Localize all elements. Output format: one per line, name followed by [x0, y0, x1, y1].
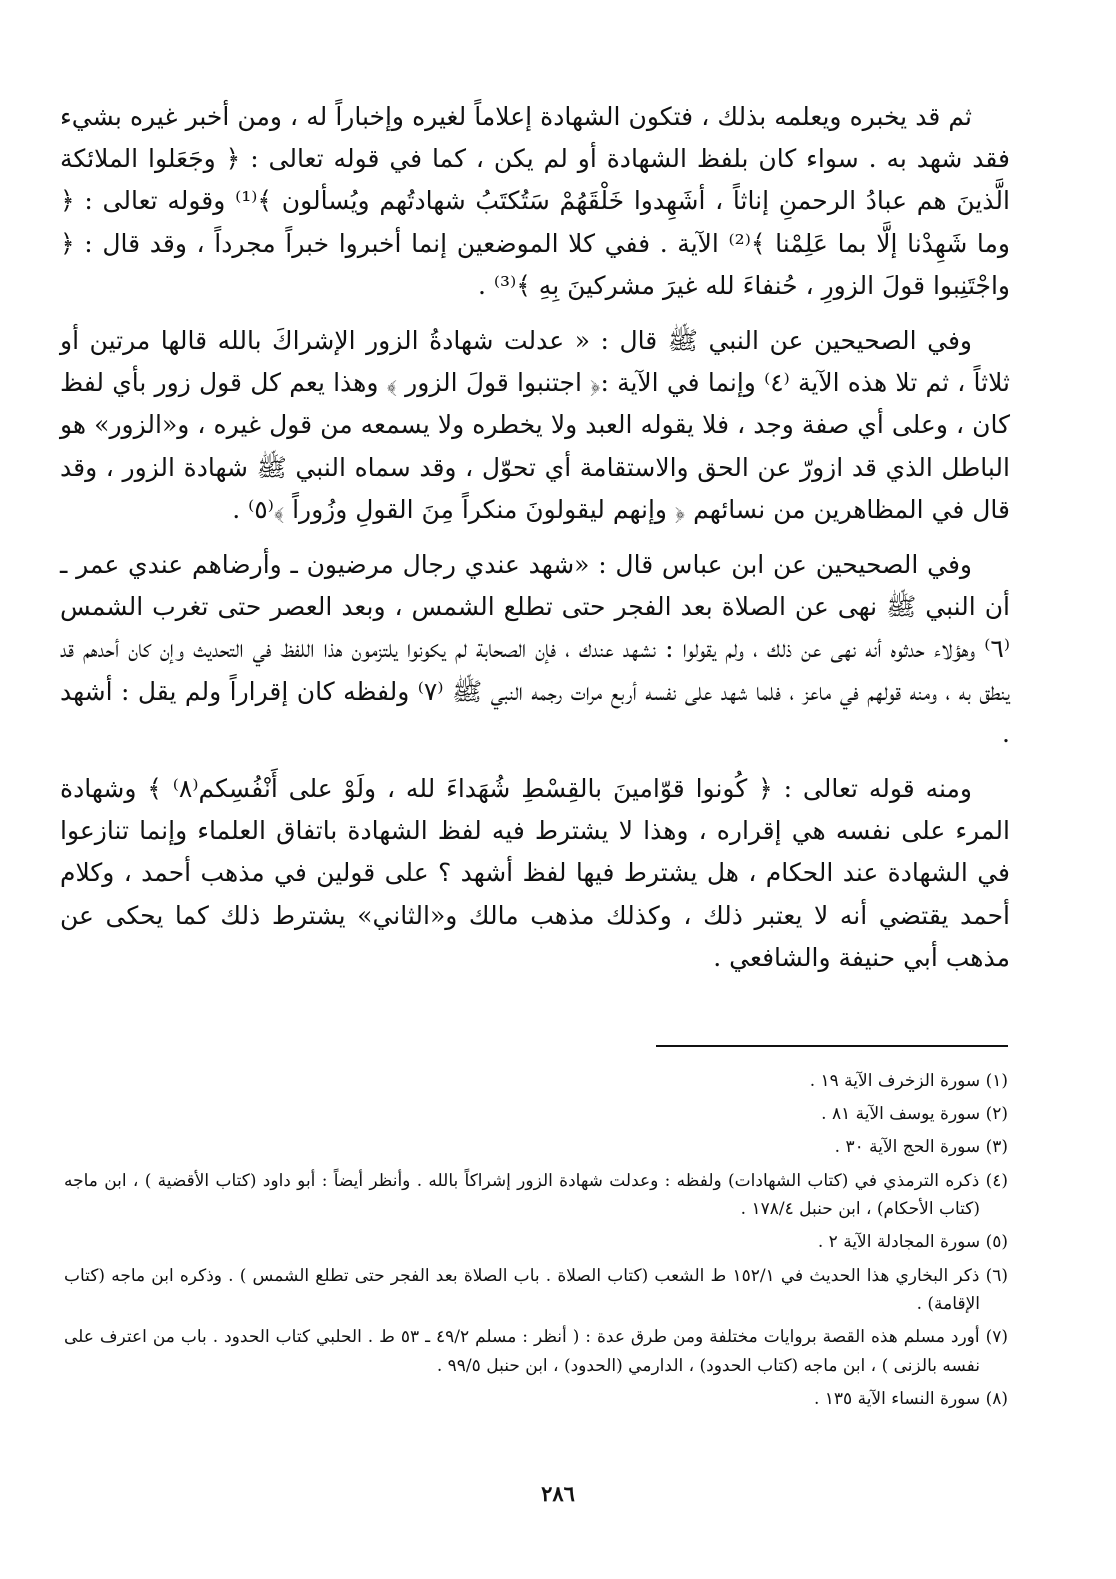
- footnote-8: (٨) سورة النساء الآية ١٣٥ .: [813, 1389, 1008, 1410]
- footnote-4: (٤) ذكره الترمذي في (كتاب الشهادات) ولفظه : وعدلت شهادة الزور إشراكاً بالله . وأنظر أيضاً : أبو داود (كتاب الأقضية ) ، ابن ماجه (كتاب الأحكام) ، ابن حنبل ١٧٨/٤ .: [64, 1170, 1008, 1220]
- main-text: [60, 96, 1010, 992]
- footnote-3: (٣) سورة الحج الآية ٣٠ .: [834, 1137, 1008, 1158]
- paragraph-4: ومنه قوله تعالى : ﴿ كُونوا قوّامينَ بالقِسْطِ شُهَداءَ لله ، ولَوْ على أَنْفُسِكم⁽٨⁾ ﴾ وشهادة المرء على نفسه هي إقراره ، وهذا لا يشترط فيه لفظ الشهادة باتفاق العلماء وإنما تنازعوا في الشهادة عند الحكام ، هل يشترط فيها لفظ أشهد ؟ على قولين في مذهب أحمد ، وكلام أحمد يقتضي أنه لا يعتبر ذلك ، وكذلك مذهب مالك و«الثاني» يشترط ذلك كما يحكى عن مذهب أبي حنيفة والشافعي .: [60, 774, 1010, 972]
- footnotes: [64, 1067, 1008, 1418]
- page-number: ٢٨٦: [541, 1481, 575, 1506]
- footnote-2: (٢) سورة يوسف الآية ٨١ .: [821, 1104, 1008, 1125]
- footnote-separator: [656, 1045, 1008, 1047]
- footnote-7: (٧) أورد مسلم هذه القصة بروايات مختلفة ومن طرق عدة : ( أنظر : مسلم ٤٩/٢ ـ ٥٣ ط . الحلبي كتاب الحدود . باب من اعترف على نفسه بالزنى ) ، ابن ماجه (كتاب الحدود) ، الدارمي (الحدود) ، ابن حنبل ٩٩/٥ .: [64, 1327, 1008, 1376]
- paragraph-2: وفي الصحيحين عن النبي ﷺ قال : « عدلت شهادةُ الزور الإشراكَ بالله قالها مرتين أو ثلاثاً ، ثم تلا هذه الآية ⁽٤⁾ وإنما في الآية :﴿ اجتنبوا قولَ الزور ﴾ وهذا يعم كل قول زور بأي لفظ كان ، وعلى أي صفة وجد ، فلا يقوله العبد ولا يخطره ولا يسمعه من قول غيره ، و«الزور» هو الباطل الذي قد ازورّ عن الحق والاستقامة أي تحوّل ، وقد سماه النبي ﷺ شهادة الزور ، وقد قال في المظاهرين من نسائهم ﴿ وإنهم ليقولونَ منكراً مِنَ القولِ وزُوراً ﴾⁽٥⁾ .: [60, 326, 1011, 524]
- paragraph-3: وفي الصحيحين عن ابن عباس قال : «شهد عندي رجال مرضيون ـ وأرضاهم عندي عمر ـ أن النبي ﷺ نهى عن الصلاة بعد الفجر حتى تطلع الشمس ، وبعد العصر حتى تغرب الشمس ⁽٦⁾ وهؤلاء حدثوه أنه نهى عن ذلك ، ولم يقولوا : نشهد عندك ، فإن الصحابة لم يكونوا يلتزمون هذا اللفظ في التحديث وإن كان أحدهم قد ينطق به ، ومنه قولهم في ماعز ، فلما شهد على نفسه أربع مرات رجمه النبي ﷺ ⁽٧⁾ ولفظه كان إقراراً ولم يقل : أشهد .: [60, 550, 1010, 748]
- footnote-5: (٥) سورة المجادلة الآية ٢ .: [817, 1232, 1008, 1253]
- paragraph-1: ثم قد يخبره ويعلمه بذلك ، فتكون الشهادة إعلاماً لغيره وإخباراً له ، ومن أخبر غيره بشيء فقد شهد به . سواء كان بلفظ الشهادة أو لم يكن ، كما في قوله تعالى : ﴿ وجَعَلوا الملائكة الَّذينَ هم عبادُ الرحمنِ إناثاً ، أشَهِدوا خَلْقَهُمْ سَتُكتَبُ شهادتُهم ويُسألون ﴾⁽¹⁾ وقوله تعالى : ﴿ وما شَهِدْنا إلَّا بما عَلِمْنا ﴾⁽²⁾ الآية . ففي كلا الموضعين إنما أخبروا خبراً مجرداً ، وقد قال : ﴿ واجْتَنِبوا قولَ الزورِ ، حُنفاءَ لله غيرَ مشركينَ بِهِ ﴾⁽³⁾ .: [60, 102, 1011, 300]
- footnote-6: (٦) ذكر البخاري هذا الحديث في ١٥٢/١ ط الشعب (كتاب الصلاة . باب الصلاة بعد الفجر حتى تطلع الشمس ) . وذكره ابن ماجه (كتاب الإقامة) .: [64, 1265, 1008, 1315]
- footnote-1: (١) سورة الزخرف الآية ١٩ .: [809, 1071, 1008, 1091]
